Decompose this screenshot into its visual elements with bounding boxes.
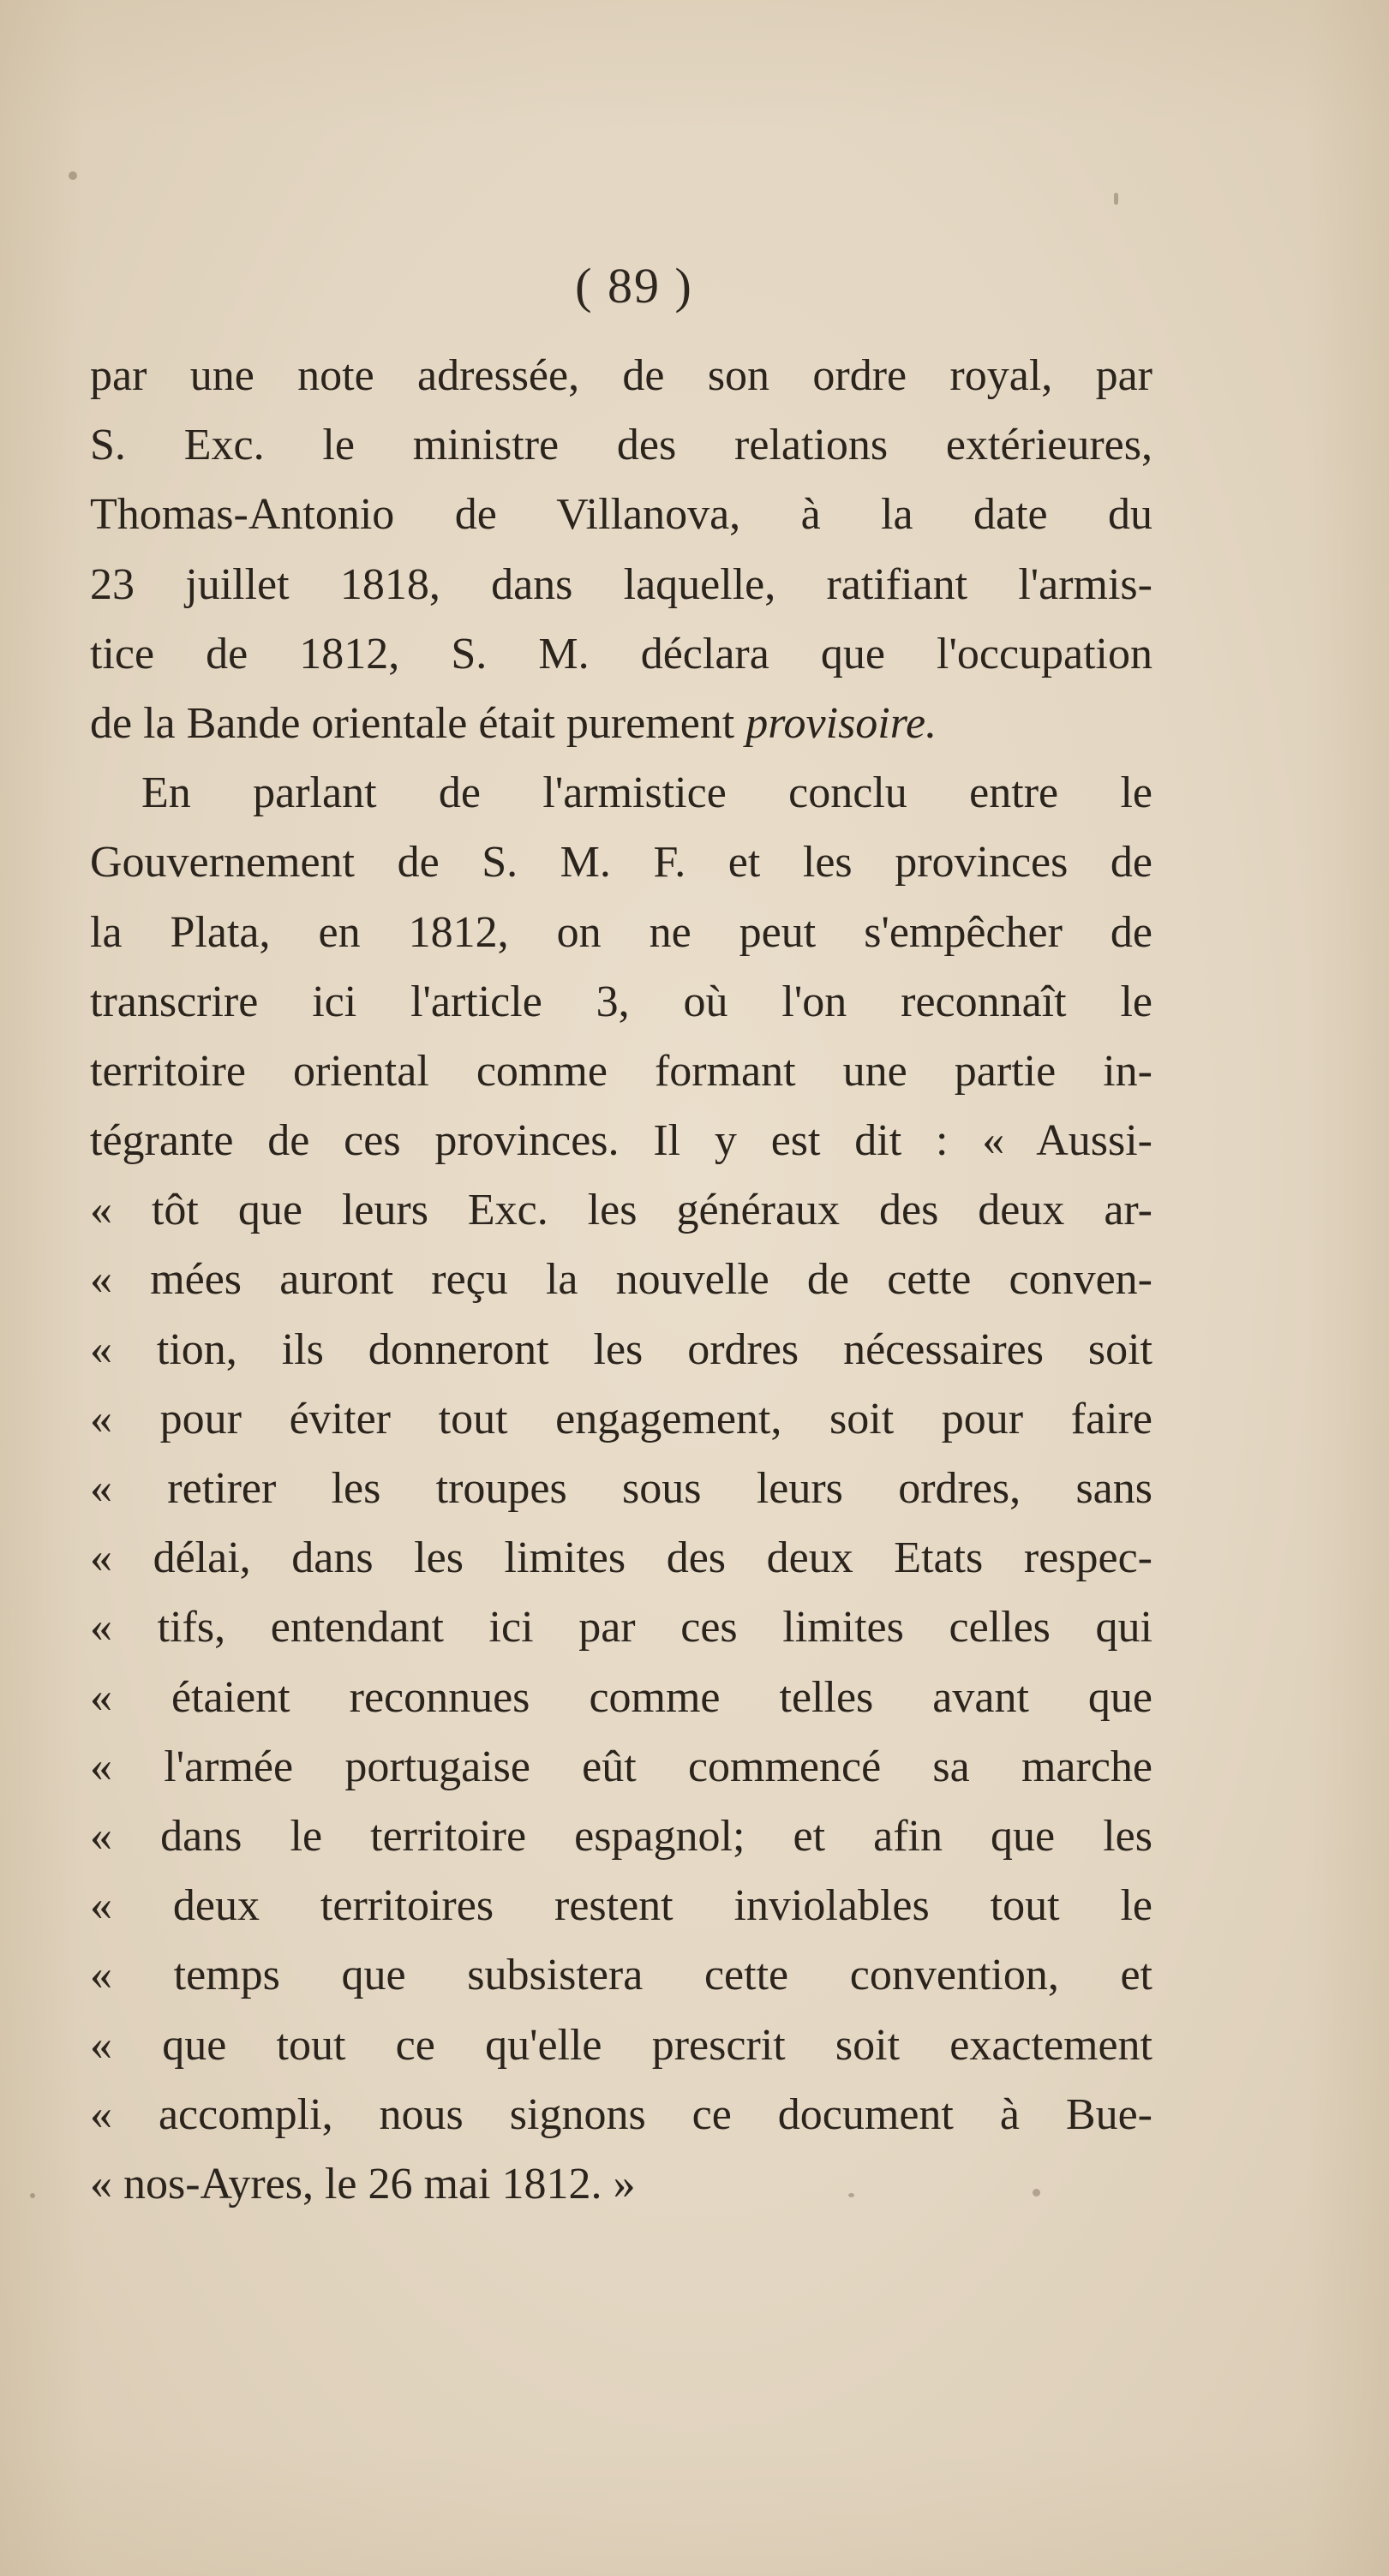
paper-speck (1114, 193, 1118, 205)
paper-speck (1033, 2189, 1040, 2196)
text-line-12: tégrante de ces provinces. Il y est dit : « Aussi- (90, 1116, 1153, 1166)
body-text (90, 341, 1153, 2219)
paper-speck (30, 2193, 35, 2198)
text-line-9: la Plata, en 1812, on ne peut s'empêcher de (90, 907, 1153, 957)
text-line-6-main: de la Bande orientale était purement (90, 698, 735, 748)
text-line-14: « mées auront reçu la nouvelle de cette conven- (90, 1255, 1153, 1305)
text-line-13: « tôt que leurs Exc. les généraux des deux ar- (90, 1186, 1153, 1235)
paper-speck (848, 2193, 854, 2197)
text-line-2: S. Exc. le ministre des relations extérieures, (90, 421, 1153, 470)
text-line-21: « l'armée portugaise eût commencé sa marche (90, 1742, 1153, 1791)
page-number: ( 89 ) (575, 258, 693, 314)
text-line-10: transcrire ici l'article 3, où l'on reconnaît le (90, 977, 1153, 1026)
text-line-24: « temps que subsistera cette convention, et (90, 1951, 1153, 2000)
text-line-18: « délai, dans les limites des deux Etats respec- (90, 1533, 1153, 1583)
text-line-8: Gouvernement de S. M. F. et les provinces de (90, 838, 1153, 888)
text-line-27: « nos-Ayres, le 26 mai 1812. » (90, 2159, 636, 2208)
text-line-1: par une note adressée, de son ordre royal, par (90, 351, 1153, 400)
text-line-20: « étaient reconnues comme telles avant que (90, 1672, 1153, 1722)
text-line-5: tice de 1812, S. M. déclara que l'occupation (90, 629, 1153, 678)
text-line-15: « tion, ils donneront les ordres nécessaires soit (90, 1324, 1153, 1374)
text-line-6 (90, 689, 1153, 758)
text-line-23: « deux territoires restent inviolables tout le (90, 1881, 1153, 1931)
text-line-3: Thomas-Antonio de Villanova, à la date du (90, 490, 1153, 540)
text-line-22: « dans le territoire espagnol; et afin que les (90, 1811, 1153, 1861)
text-line-17: « retirer les troupes sous leurs ordres, sans (90, 1464, 1153, 1513)
italic-word-provisoire: provisoire. (745, 698, 937, 748)
paper-speck (69, 171, 77, 180)
text-line-16: « pour éviter tout engagement, soit pour faire (90, 1394, 1153, 1443)
text-line-26: « accompli, nous signons ce document à Bue- (90, 2089, 1153, 2139)
text-line-19: « tifs, entendant ici par ces limites celles qui (90, 1603, 1153, 1653)
text-line-25: « que tout ce qu'elle prescrit soit exactement (90, 2020, 1153, 2070)
text-line-7: En parlant de l'armistice conclu entre le (141, 768, 1153, 818)
text-line-11: territoire oriental comme formant une partie in- (90, 1046, 1153, 1096)
text-line-4: 23 juillet 1818, dans laquelle, ratifiant l'armis- (90, 559, 1153, 609)
